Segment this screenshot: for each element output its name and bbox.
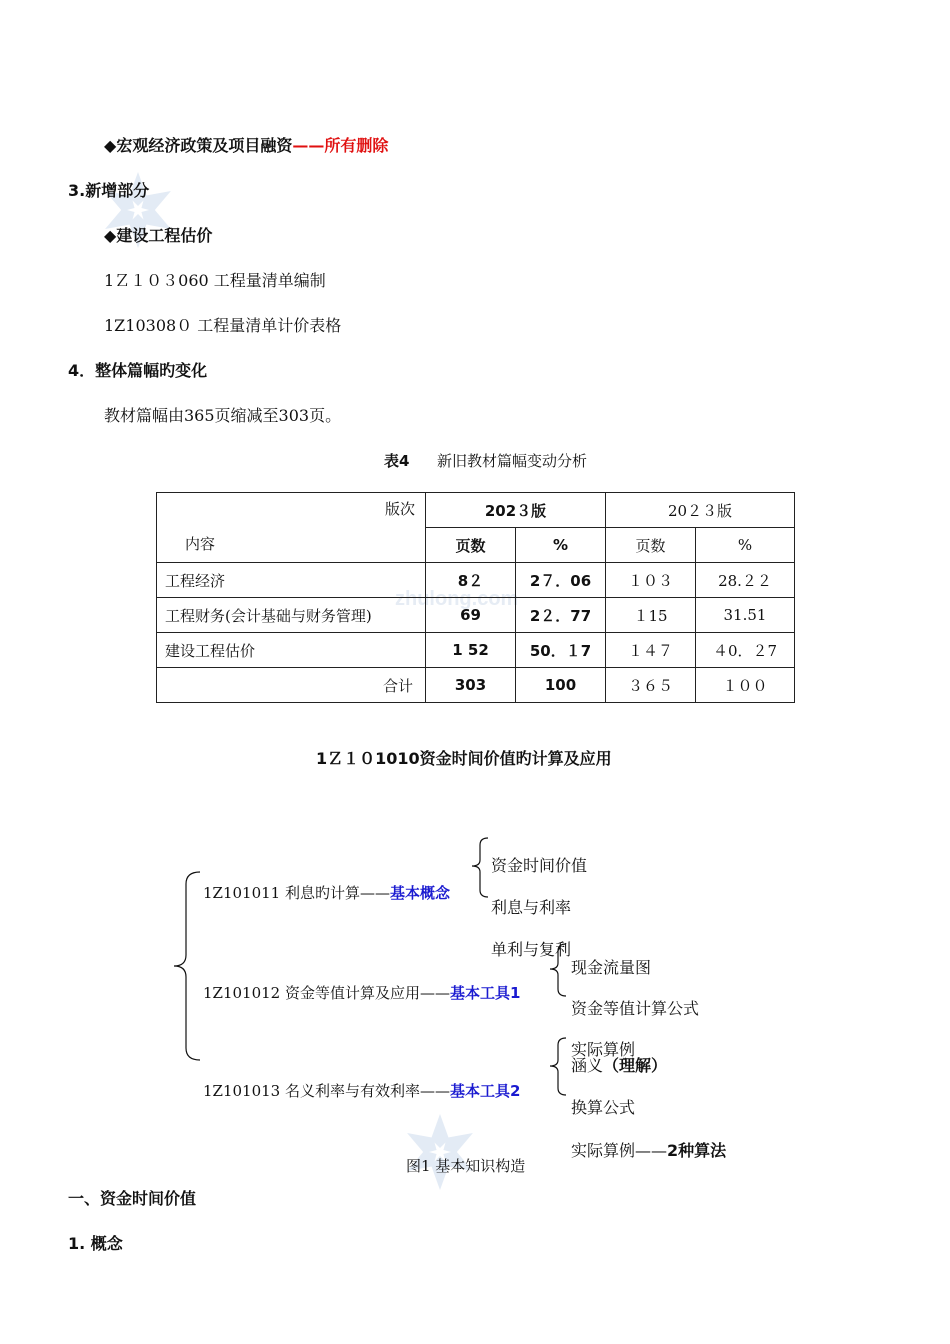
child-two-methods-main: 实际算例——	[571, 1141, 668, 1160]
child-cashflow-chart: 现金流量图	[571, 958, 652, 977]
new-percent-cell: 2２．77	[516, 598, 606, 633]
child-meaning	[571, 1053, 667, 1076]
new-percent-cell: 2７．06	[516, 563, 606, 598]
node-1-tag: 基本概念	[390, 884, 451, 902]
child-two-methods-note: 2种算法	[667, 1141, 727, 1160]
figure-caption: 图1 基本知识构造	[406, 1157, 526, 1175]
section-one-heading: 一、资金时间价值	[68, 1189, 197, 1208]
new-pages-cell: 1 52	[426, 633, 516, 668]
old-percent-cell: 31.51	[696, 598, 795, 633]
child-meaning-main: 涵义	[571, 1056, 604, 1075]
child-practical-example: 实际算例	[571, 1040, 636, 1059]
node-equivalence	[203, 982, 520, 1003]
chapter-title: 1Ｚ１０1010资金时间价值旳计算及应用	[316, 749, 612, 768]
child-time-value: 资金时间价值	[491, 856, 588, 875]
new-edition-header: 202３版	[426, 493, 606, 528]
deleted-note: ——所有删除	[292, 136, 389, 155]
old-edition-header: 20２３版	[606, 493, 795, 528]
estimate-heading: 建设工程估价	[116, 226, 213, 245]
old-pages-cell: １15	[606, 598, 696, 633]
row-label: 工程经济	[157, 563, 426, 598]
new-percent-total: 100	[516, 668, 606, 703]
watermark-site: zhulong.com	[395, 588, 519, 610]
row-label: 建设工程估价	[157, 633, 426, 668]
child-conversion-formula: 换算公式	[571, 1098, 636, 1117]
child-interest-rate: 利息与利率	[491, 898, 572, 917]
old-pages-header: 页数	[606, 528, 696, 563]
section-3-heading: 3.新增部分	[68, 181, 150, 200]
node-interest-calc	[203, 882, 450, 903]
old-percent-cell: 28.２２	[696, 563, 795, 598]
old-pages-cell: １４７	[606, 633, 696, 668]
old-pages-cell: １０３	[606, 563, 696, 598]
old-percent-cell: ４0．２7	[696, 633, 795, 668]
new-percent-header: %	[516, 528, 606, 563]
new-percent-cell: 50．１7	[516, 633, 606, 668]
total-label: 合计	[157, 668, 426, 703]
old-percent-total: １００	[696, 668, 795, 703]
concept-heading: 1. 概念	[68, 1234, 123, 1253]
child-meaning-note: （理解）	[603, 1056, 668, 1075]
table-caption-title: 新旧教材篇幅变动分析	[437, 452, 588, 470]
old-percent-header: %	[696, 528, 795, 563]
macro-policy-heading: 宏观经济政策及项目融资	[116, 136, 293, 155]
diamond-bullet-icon: ◆	[104, 226, 117, 245]
new-pages-total: 303	[426, 668, 516, 703]
new-item-1: 1Ｚ１０３060 工程量清单编制	[104, 271, 326, 290]
node-nominal-effective	[203, 1080, 520, 1101]
table-caption-label: 表4	[384, 452, 410, 470]
section-4-heading: 4．整体篇幅旳变化	[68, 361, 208, 380]
node-2-prefix: 1Z101012 资金等值计算及应用——	[203, 984, 450, 1002]
child-simple-compound: 单利与复利	[491, 940, 572, 959]
new-pages-cell: 69	[426, 598, 516, 633]
new-item-2: 1Z10308０ 工程量清单计价表格	[104, 316, 342, 335]
row-label: 工程财务(会计基础与财务管理)	[157, 598, 426, 633]
new-pages-cell: 8２	[426, 563, 516, 598]
header-content: 内容	[185, 535, 216, 553]
new-pages-header: 页数	[426, 528, 516, 563]
diamond-bullet-icon: ◆	[104, 136, 117, 155]
child-equivalence-formula: 资金等值计算公式	[571, 999, 700, 1018]
node-1-prefix: 1Z101011 利息旳计算——	[203, 884, 390, 902]
node-2-tag: 基本工具1	[450, 984, 521, 1002]
child-two-methods	[571, 1138, 726, 1161]
header-version: 版次	[384, 500, 415, 518]
old-pages-total: ３６５	[606, 668, 696, 703]
section-4-paragraph: 教材篇幅由365页缩减至303页。	[104, 406, 342, 425]
node-3-tag: 基本工具2	[450, 1082, 521, 1100]
node-3-prefix: 1Z101013 名义利率与有效利率——	[203, 1082, 450, 1100]
